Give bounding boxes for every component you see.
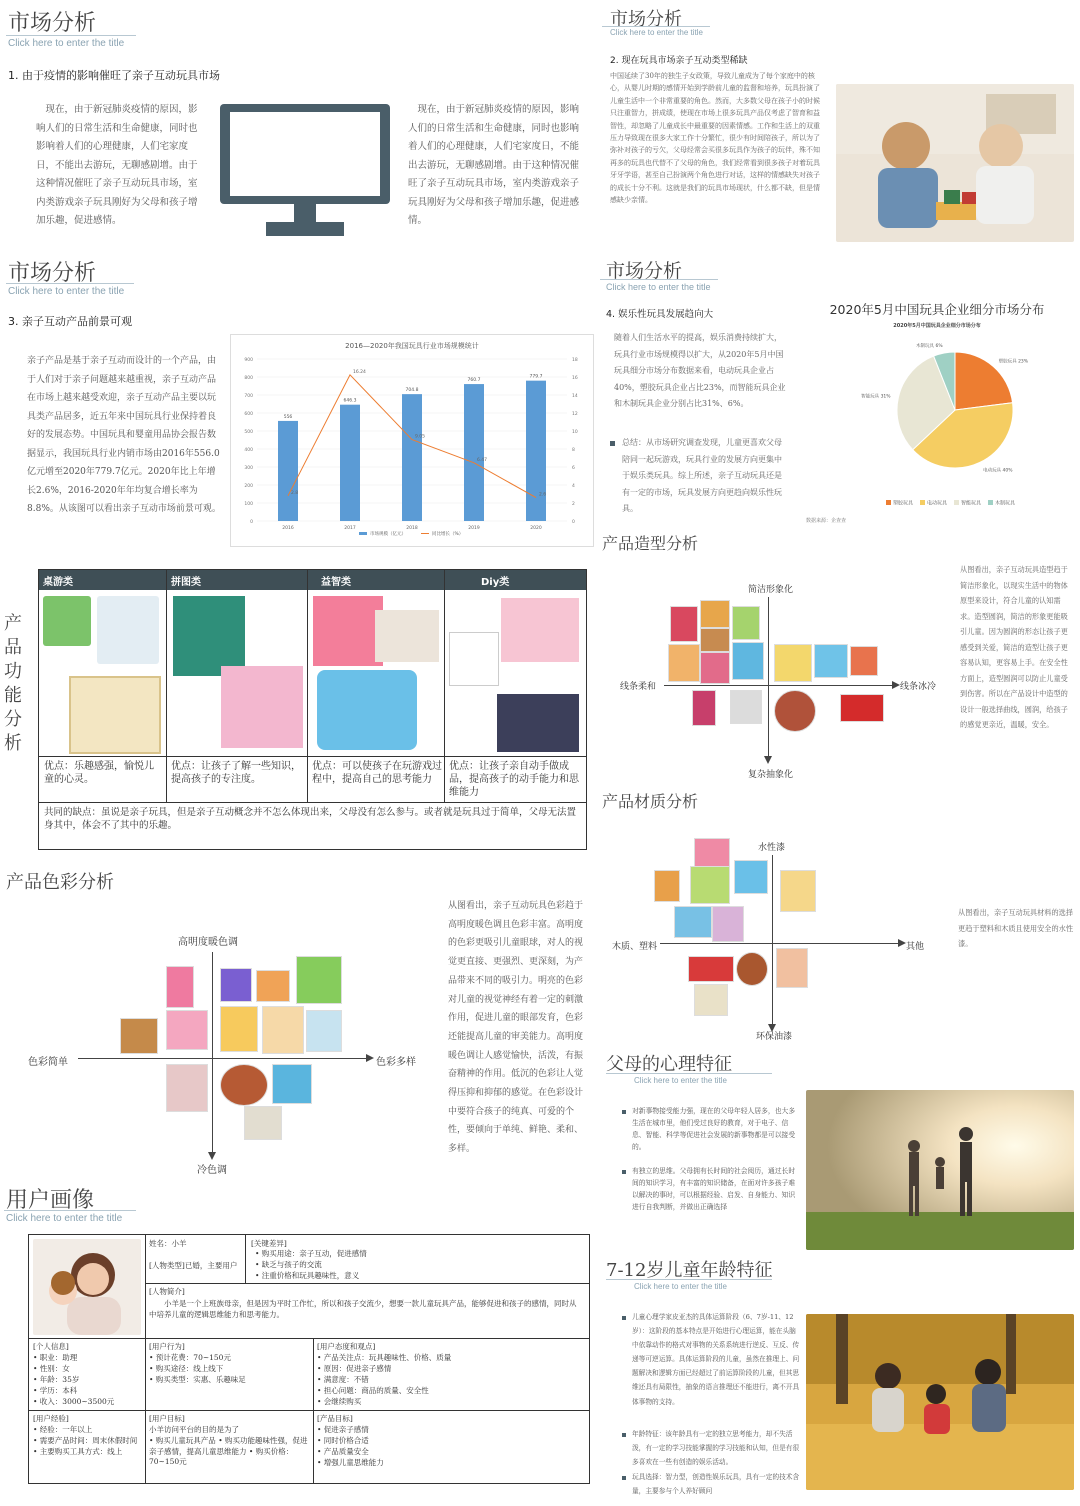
bullet-square <box>622 1110 626 1114</box>
persona-att-2: • 原因：促进亲子感情 <box>317 1364 392 1373</box>
pie-slice-label: 木制玩具 6% <box>916 344 943 350</box>
col-head-4: Diy类 <box>481 577 510 588</box>
row-divider <box>39 756 586 757</box>
persona-behav-3: • 购买类型：实惠、乐趣味足 <box>149 1375 246 1384</box>
toy-thumb <box>668 644 700 682</box>
x-tick-label: 2017 <box>344 526 356 531</box>
bar-value-label: 760.7 <box>467 378 481 384</box>
persona-exp-2: • 需要产品时间：周末休假时间 • 主要购买工具方式：线上 <box>33 1436 138 1456</box>
educational-toy-image <box>313 596 383 666</box>
y-tick-label: 400 <box>244 448 253 453</box>
toy-thumb <box>730 690 762 724</box>
persona-pgoal-4: • 增强儿童思维能力 <box>317 1458 384 1467</box>
monitor-icon <box>218 102 392 238</box>
p1-para-right: 现在，由于新冠肺炎疫情的原因，影响人们的日常生活和生命健康，同时也影响着人们的心理健康，人们宅家度日，不能出去游玩，无聊感剧增。由于这种情况催旺了亲子互动玩具市场，室内类游戏亲子玩具刚好为父母和孩子增加乐趣，促进感情。 <box>408 104 580 226</box>
legend-label-line: 同比增长（%） <box>432 532 464 537</box>
persona-divider <box>29 1410 589 1411</box>
p10-bullet-2: 年龄特征：该年龄具有一定的独立思考能力，却不失活泼，有一定的学习技能掌握的学习技能和认知，但是有很多喜欢在一些有创造的娱乐活动。 <box>632 1430 800 1467</box>
persona-behav-2: • 购买途径：线上线下 <box>149 1364 224 1373</box>
p5-axis-top: 简洁形象化 <box>748 585 794 595</box>
y-tick-label: 600 <box>244 412 253 417</box>
p8-axis-h <box>78 1058 368 1059</box>
persona-att-4: • 担心问题：商品的质量、安全性 <box>317 1386 429 1395</box>
toy-thumb <box>850 646 878 676</box>
col-divider <box>307 570 308 802</box>
toy-thumb <box>774 690 816 732</box>
p5-axis-right: 线条冰冷 <box>900 682 937 692</box>
row-divider <box>39 802 586 803</box>
persona-att-1: • 产品关注点：玩具趣味性、价格、质量 <box>317 1353 452 1362</box>
function-table <box>38 569 587 850</box>
p4-subtitle[interactable]: Click here to enter the title <box>606 282 711 292</box>
persona-goal: 小羊访问平台的目的是为了 <box>149 1425 239 1434</box>
persona-pgoal-3: • 产品质量安全 <box>317 1447 369 1456</box>
family-autumn-photo <box>806 1314 1074 1490</box>
toy-thumb <box>694 984 728 1016</box>
pros-diy: 优点：让孩子亲自动手做成品，提高孩子的动手能力和思维能力 <box>449 761 579 798</box>
toy-thumb <box>774 644 812 682</box>
p8-axis-right: 色彩多样 <box>376 1057 416 1068</box>
toy-thumb <box>296 956 342 1004</box>
p5-axis-h <box>664 685 894 686</box>
persona-pgoal-1: • 促进亲子感情 <box>317 1425 369 1434</box>
persona-att-5: • 会继续购买 <box>317 1397 362 1406</box>
col-divider <box>444 570 445 802</box>
p5-title: 产品造型分析 <box>602 534 699 553</box>
pie-legend-swatch <box>886 500 891 505</box>
kids-playing-photo <box>836 84 1074 242</box>
pie-slice-label: 电动玩具 40% <box>983 468 1013 474</box>
toy-thumb <box>220 1064 268 1106</box>
p5-axis-h-arrow <box>892 681 900 689</box>
p3-para: 亲子产品是基于亲子互动而设计的一个产品，由于人们对于亲子问题越来越重视，亲子互动产品在市场上越来越受欢迎，亲子互动产品主要以玩具类产品居多，近五年来中国玩具行业保持着良好的发展态势。中国玩具和婴童用品协会报告数据显示，我国玩具行业内销市场由2016年556.0亿元增至2020年779.7亿元。2020年比上年增长2.6%，2016-2020年年均复合增长率为8.8%。从该图可以看出亲子互动市场前景可观。 <box>27 356 221 514</box>
x-tick-label: 2018 <box>406 526 418 531</box>
toy-thumb <box>670 606 698 642</box>
toy-thumb <box>166 1010 208 1050</box>
toy-thumb <box>166 966 194 1008</box>
line-value-label: 9.05 <box>415 434 426 440</box>
pie-legend-label: 木制玩具 <box>995 500 1016 507</box>
persona-info-2: • 性别：女 <box>33 1364 70 1373</box>
bullet-square <box>622 1170 626 1174</box>
bar-chart-title: 2016—2020年我国玩具行业市场规模统计 <box>345 342 479 350</box>
p1-rule <box>6 35 136 36</box>
persona-divider <box>245 1235 246 1283</box>
bar <box>526 381 546 521</box>
persona-info-3: • 年龄：35岁 <box>33 1375 80 1384</box>
y2-tick-label: 12 <box>572 412 578 417</box>
toy-thumb <box>712 906 744 942</box>
persona-att-title: [用户态度和观点] <box>317 1342 376 1351</box>
bar <box>278 421 298 521</box>
pros-educational: 优点：可以使孩子在玩游戏过程中，提高自己的思考能力 <box>312 761 442 785</box>
persona-divider <box>145 1283 589 1284</box>
y2-tick-label: 6 <box>572 466 575 471</box>
y-tick-label: 300 <box>244 466 253 471</box>
toy-thumb <box>654 870 680 902</box>
x-tick-label: 2020 <box>530 526 542 531</box>
p2-heading: 2. 现在玩具市场亲子互动类型稀缺 <box>610 56 748 66</box>
p2-para: 中国延续了30年的独生子女政策，导致儿童成为了每个家庭中的核心，从婴儿时期的感情开始到学龄前儿童的监督和培养，玩具扮演了儿童生活中一个非常重要的角色。然而，大多数父母在孩子小的时候只注重智力，拼成绩，使现在市场上很多玩具产品仅考虑了智育和益智性，却忽略了儿童成长中最重要的因素情感。工作和生活上的双重压力导致现在很多大家工作十分繁忙，很少有时间陪孩子，所以为了弥补对孩子的亏欠，父母经常会买很多玩具作为孩子的玩伴，殊不知再多的玩具也代替不了父母的角色，我们经常看到很多孩子对着玩具牙牙学语，甚至自己扮演两个角色进行对话，这样的情感缺失对孩子的成长十分不利。这就是我们的玩具市场现状，什么都不缺，但是情感缺少亲情。 <box>610 72 820 205</box>
y2-tick-label: 4 <box>572 484 575 489</box>
p2-rule <box>602 26 710 27</box>
persona-behav-title: [用户行为] <box>149 1342 185 1351</box>
persona-pgoal-title: [产品目标] <box>317 1414 353 1423</box>
x-tick-label: 2016 <box>282 526 294 531</box>
pie-slice-label: 塑胶玩具 23% <box>998 359 1029 365</box>
pie-chart-panel <box>800 298 1074 530</box>
p5-axis-bottom: 复杂抽象化 <box>748 770 794 780</box>
p5-para: 从图看出，亲子互动玩具造型趋于简洁形象化，以现实生活中的物体原型来设计，符合儿童的认知需求。造型圆润，简洁的形象更能吸引儿童。因为圆润的形态让孩子更感受到关爱，简洁的造型让孩子更容易认知，更容易上手。在安全性方面上，造型圆润可以防止儿童受到伤害。所以在产品设计中造型的设计一般选择曲线，圆润，给孩子的感觉更亲近，温暖，安全。 <box>960 565 1068 729</box>
p8-title: 产品色彩分析 <box>6 872 114 893</box>
persona-exp-1: • 经验：一年以上 <box>33 1425 93 1434</box>
toy-thumb <box>166 1064 208 1112</box>
persona-divider <box>145 1235 146 1338</box>
common-cons: 共同的缺点：虽说是亲子玩具，但是亲子互动概念并不怎么体现出来，父母没有怎么参与。或者就是玩具过于简单，父母无法置身其中，体会不了其中的乐趣。 <box>44 807 577 831</box>
y2-tick-label: 2 <box>572 502 575 507</box>
p6-title-text: 产品功能分析 <box>4 613 22 754</box>
bar <box>340 405 360 521</box>
bullet-square <box>622 1476 626 1480</box>
p8-axis-h-arrow <box>366 1054 374 1062</box>
toy-thumb <box>120 1018 158 1054</box>
toy-thumb <box>814 644 848 678</box>
toy-thumb <box>732 606 760 640</box>
y2-tick-label: 18 <box>572 358 578 363</box>
p9-bullet-1: 对新事物接受能力强，现在的父母年轻人居多，也大多生活在城市里，他们受过良好的教育，对于电子、信息、智能、科学等促进社会发展的新事物都是可以接受的。 <box>632 1107 796 1151</box>
p9-bullet-2: 有独立的思维。父母拥有长时间的社会阅历，通过长时间的知识学习，有丰富的知识储备，在面对许多孩子难以解决的事时，可以根据经验、启发、自身能力、知识进行自我判断，并做出正确选择 <box>632 1167 796 1211</box>
p8-para: 从图看出，亲子互动玩具色彩趋于高明度暖色调且色彩丰富。高明度的色彩更吸引儿童眼球，对人的视觉更直接、更强烈、更深刻，为产品带来不同的吸引力。明亮的色彩对儿童的视觉神经有着一定的刺激作用，促进儿童的眼部发育，色彩还能提高儿童的审美能力。高明度暖色调让人感觉愉快，活泼，有振奋精神的作用。低沉的色彩让人觉得压抑和抑郁的感觉。在色彩设计中要符合孩子的纯真、可爱的个性，要倾向于单纯、鲜艳、柔和、多样。 <box>448 901 584 1155</box>
y-tick-label: 700 <box>244 394 253 399</box>
toy-thumb <box>690 866 730 904</box>
x-tick-label: 2019 <box>468 526 480 531</box>
persona-info-5: • 收入：3000~3500元 <box>33 1397 115 1406</box>
p8-axis-v <box>212 952 213 1154</box>
persona-goal-title: [用户目标] <box>149 1414 185 1423</box>
educational-toy-image <box>317 670 417 750</box>
persona-divider <box>313 1338 314 1483</box>
toy-thumb <box>700 600 730 628</box>
p7-axis-right: 其他 <box>906 942 925 952</box>
toy-thumb <box>220 968 252 1002</box>
persona-bio: 小羊是一个上班族母亲，但是因为平时工作忙，所以和孩子交流少，想要一款儿童玩具产品，能够促进和孩子的感情，同时从中培养儿童的逻辑思维能力和思考能力。 <box>149 1299 577 1319</box>
toy-thumb <box>732 642 764 680</box>
p8-axis-top: 高明度暖色调 <box>178 937 238 948</box>
y2-tick-label: 16 <box>572 376 578 381</box>
line-value-label: 6.47 <box>477 457 488 463</box>
bar-value-label: 646.3 <box>343 398 357 404</box>
toy-thumb <box>688 956 734 982</box>
persona-info-title: [个人信息] <box>33 1342 69 1351</box>
p4-title: 市场分析 <box>606 260 683 282</box>
toy-thumb <box>734 860 768 894</box>
toy-thumb <box>700 652 730 684</box>
p10-bullet-1: 儿童心理学家皮亚杰的具体运算阶段（6、7岁-11、12岁）：这阶段的基本特点是开始进行心理运算，能在头脑中依靠动作的格式对事物的关系系统进行逆反、互反、传递等可逆运算。具体运算阶段的儿童，虽然在推理上、问题解决和逻辑方面已经超过了前运算阶段的儿童，但其思维还具有局限性，抽象的语言推理还不能进行，离不开具体事物的支持。 <box>632 1313 800 1406</box>
boardgame-image <box>69 676 161 754</box>
persona-key-1: • 购买用途：亲子互动，促进感情 <box>255 1249 367 1258</box>
p7-title: 产品材质分析 <box>602 792 699 811</box>
diy-kit-image <box>449 632 499 686</box>
p9-rule <box>606 1073 772 1074</box>
toy-thumb <box>306 1010 342 1052</box>
p1-para-left: 现在，由于新冠肺炎疫情的原因，影响人们的日常生活和生命健康，同时也影响着人们的心理健康，人们宅家度日，不能出去游玩，无聊感剧增。由于这种情况催旺了亲子互动玩具市场，室内类游戏亲子玩具刚好为父母和孩子增加乐趣，促进感情。 <box>36 104 198 226</box>
diy-kit-image <box>501 598 579 662</box>
toy-thumb <box>840 694 884 722</box>
bar-value-label: 556 <box>283 414 293 420</box>
pie-legend-label: 智能玩具 <box>961 500 982 507</box>
p7-axis-left: 木质、塑料 <box>612 942 658 952</box>
toy-thumb <box>736 952 768 986</box>
persona-key-title: [关键差异] <box>251 1239 287 1248</box>
y-tick-label: 0 <box>250 520 253 525</box>
persona-info-4: • 学历：本科 <box>33 1386 78 1395</box>
bar <box>402 394 422 521</box>
p3-heading: 3. 亲子互动产品前景可观 <box>8 315 132 328</box>
bullet-square <box>622 1316 626 1320</box>
puzzle-image <box>221 666 303 748</box>
toy-thumb <box>244 1106 282 1140</box>
boardgame-image <box>43 596 91 646</box>
p5-axis-left: 线条柔和 <box>620 682 657 692</box>
toy-thumb <box>692 690 716 726</box>
p8-axis-v-arrow <box>208 1152 216 1160</box>
toy-thumb <box>256 970 290 1002</box>
persona-info-1: • 职业：助理 <box>33 1353 78 1362</box>
pros-puzzle: 优点：让孩子了解一些知识，提高孩子的专注度。 <box>171 761 301 785</box>
y2-tick-label: 14 <box>572 394 578 399</box>
p11-subtitle[interactable]: Click here to enter the title <box>6 1213 123 1224</box>
p10-title: 7-12岁儿童年龄特征 <box>606 1260 773 1281</box>
p5-axis-v-arrow <box>764 756 772 764</box>
p7-axis-v <box>772 855 773 1027</box>
bar-value-label: 779.7 <box>529 374 543 380</box>
legend-label-bars: 市场规模（亿元） <box>370 532 406 537</box>
persona-att-3: • 满意度：不错 <box>317 1375 369 1384</box>
col-divider <box>166 570 167 802</box>
bar <box>464 384 484 521</box>
p9-title: 父母的心理特征 <box>606 1054 732 1075</box>
bar-value-label: 704.8 <box>405 388 419 394</box>
p10-rule <box>606 1279 772 1280</box>
persona-key-3: • 注重价格和玩具趣味性，意义 <box>255 1271 360 1280</box>
toy-thumb <box>780 870 816 912</box>
y-tick-label: 900 <box>244 358 253 363</box>
pie-legend-swatch <box>920 500 925 505</box>
diy-kit-image <box>497 694 579 752</box>
p2-subtitle[interactable]: Click here to enter the title <box>610 28 703 37</box>
p4-heading: 4. 娱乐性玩具发展趋向大 <box>606 309 714 320</box>
p2-title: 市场分析 <box>610 9 682 30</box>
p10-subtitle[interactable]: Click here to enter the title <box>634 1282 727 1291</box>
p5-axis-v <box>768 597 769 757</box>
pie-legend-swatch <box>988 500 993 505</box>
p8-axis-bottom: 冷色调 <box>197 1165 227 1176</box>
p3-rule <box>6 283 134 284</box>
educational-toy-image <box>375 610 439 662</box>
p11-title: 用户画像 <box>6 1188 95 1213</box>
col-head-3: 益智类 <box>321 577 351 588</box>
persona-exp-title: [用户经验] <box>33 1414 69 1423</box>
pros-boardgame: 优点：乐趣感强，愉悦儿童的心灵。 <box>44 761 154 785</box>
line-value-label: 2.6 <box>539 492 547 498</box>
pie-title: 2020年5月中国玩具企业细分市场分布 <box>829 302 1045 317</box>
pie-legend-label: 塑胶玩具 <box>893 500 914 507</box>
pie-legend-swatch <box>954 500 959 505</box>
col-head-2: 拼图类 <box>171 577 201 588</box>
p6-title <box>4 612 28 756</box>
p7-axis-h-arrow <box>898 939 906 947</box>
p11-rule <box>4 1210 136 1211</box>
y2-tick-label: 0 <box>572 520 575 525</box>
y2-tick-label: 8 <box>572 448 575 453</box>
family-sunset-photo <box>806 1090 1074 1250</box>
p3-subtitle[interactable]: Click here to enter the title <box>8 286 125 297</box>
line-value-label: 2.8 <box>291 490 299 496</box>
toy-thumb <box>674 906 712 938</box>
persona-name: 姓名：小羊 <box>149 1239 187 1248</box>
p7-axis-bottom: 环保油漆 <box>756 1032 793 1042</box>
persona-card <box>28 1234 590 1484</box>
boardgame-image <box>97 596 159 664</box>
pie-source: 数据来源：企查查 <box>806 518 847 524</box>
pie-legend-label: 电动玩具 <box>927 500 948 507</box>
y-tick-label: 200 <box>244 484 253 489</box>
legend-swatch-bars <box>359 532 367 535</box>
persona-kind: [人物类型]已婚，主要用户 <box>149 1261 238 1270</box>
p4-para: 随着人们生活水平的提高，娱乐消费持续扩大，玩具行业市场规模得以扩大，从2020年5月中国玩具细分市场分布数据来看，电动玩具企业占40%，塑胶玩具企业占比23%，而智能玩具企业和木制玩具企业分别占比31%、6%。 <box>614 333 786 408</box>
p8-axis-left: 色彩简单 <box>28 1057 68 1068</box>
p1-subtitle[interactable]: Click here to enter the title <box>8 38 125 49</box>
toy-thumb <box>700 628 730 652</box>
p4-summary: 总结：从市场研究调查发现，儿童更喜欢父母陪同一起玩游戏，玩具行业的发展方向更集中于娱乐类玩具。综上所述，亲子互动玩具还是有一定的市场，玩具发展方向更趋向娱乐性玩具。 <box>622 438 782 513</box>
persona-avatar <box>33 1239 141 1335</box>
p7-para: 从图看出，亲子互动玩具材料的选择更趋于塑料和木质且使用安全的水性漆。 <box>958 908 1074 948</box>
toy-thumb <box>220 1006 258 1052</box>
market-size-chart <box>230 334 594 547</box>
p9-subtitle[interactable]: Click here to enter the title <box>634 1076 727 1085</box>
p7-axis-h <box>660 943 900 944</box>
y2-tick-label: 10 <box>572 430 578 435</box>
persona-divider <box>29 1338 589 1339</box>
persona-key-2: • 缺乏与孩子的交流 <box>255 1260 322 1269</box>
p1-title: 市场分析 <box>8 11 97 36</box>
persona-behav-1: • 预计花费：70~150元 <box>149 1353 231 1362</box>
bullet-square <box>622 1433 626 1437</box>
p7-axis-top: 水性漆 <box>758 843 786 853</box>
persona-goal-2: • 购买儿童玩具产品 • 购买功能趣味性强，促进亲子感情，提高儿童思维能力 • 购买价格：70~150元 <box>149 1436 308 1466</box>
col-head-1: 桌游类 <box>43 577 73 588</box>
pie-subtitle: 2020年5月中国玩具企业细分市场分布 <box>893 323 981 329</box>
p1-heading: 1. 由于疫情的影响催旺了亲子互动玩具市场 <box>8 69 220 82</box>
toy-thumb <box>262 1006 304 1054</box>
persona-pgoal-2: • 同时价格合适 <box>317 1436 369 1445</box>
y-tick-label: 100 <box>244 502 253 507</box>
persona-bio-title: [人物简介] <box>149 1287 185 1296</box>
y-tick-label: 500 <box>244 430 253 435</box>
p4-rule <box>600 279 718 280</box>
pie-slice-label: 智能玩具 31% <box>861 394 891 400</box>
persona-divider <box>145 1338 146 1483</box>
puzzle-image <box>173 596 245 676</box>
toy-thumb <box>776 948 808 988</box>
p3-title: 市场分析 <box>8 261 97 286</box>
toy-thumb <box>272 1064 312 1104</box>
p10-bullet-3: 玩具选择：智力型，创造性娱乐玩具，具有一定的技术含量，主要参与个人养好顾问 <box>632 1473 800 1496</box>
bullet-square <box>610 441 615 446</box>
line-value-label: 16.24 <box>353 369 366 375</box>
y-tick-label: 800 <box>244 376 253 381</box>
